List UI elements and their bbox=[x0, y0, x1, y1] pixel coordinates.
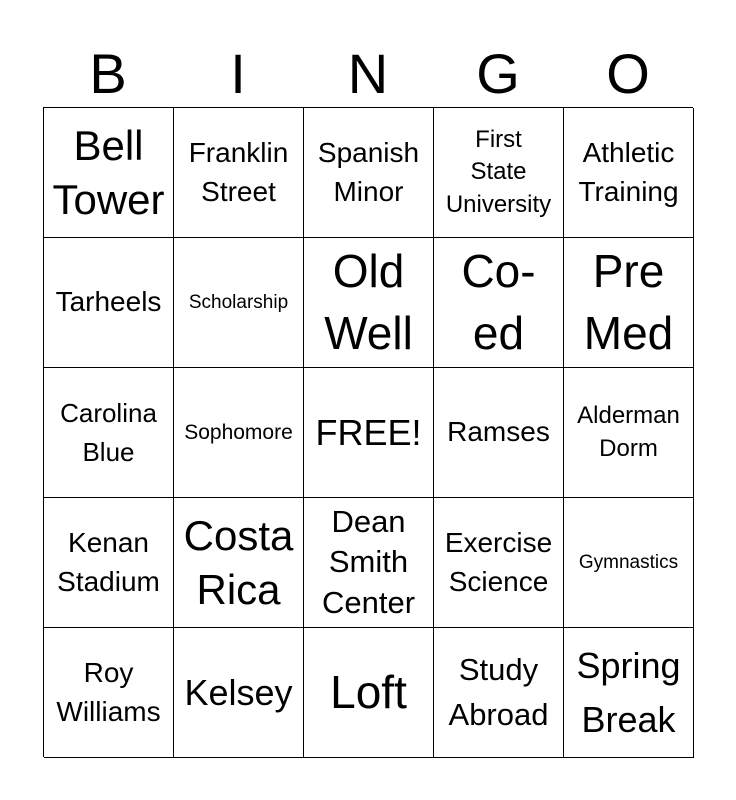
header-letter-b: B bbox=[89, 42, 127, 105]
bingo-header bbox=[43, 42, 693, 106]
bingo-cell[interactable] bbox=[434, 628, 564, 758]
bingo-cell[interactable] bbox=[434, 238, 564, 368]
bingo-cell-label: Alderman Dorm bbox=[577, 402, 680, 462]
bingo-board bbox=[43, 107, 693, 757]
bingo-cell-label: Roy Williams bbox=[56, 656, 161, 727]
bingo-cell-label: Dean Smith Center bbox=[321, 504, 416, 620]
header-letter-n: N bbox=[347, 42, 389, 105]
header-letter-i: I bbox=[230, 42, 246, 105]
header-letter-o: O bbox=[606, 42, 650, 105]
bingo-cell[interactable] bbox=[434, 368, 564, 498]
bingo-cell[interactable] bbox=[174, 108, 304, 238]
bingo-cell-label: First State University bbox=[445, 125, 552, 218]
bingo-cell-label: Sophomore bbox=[184, 420, 293, 444]
bingo-cell[interactable] bbox=[434, 498, 564, 628]
bingo-cell[interactable] bbox=[44, 108, 174, 238]
bingo-cell-label: Bell Tower bbox=[52, 121, 165, 223]
bingo-cell[interactable] bbox=[174, 498, 304, 628]
header-letter-g: G bbox=[476, 42, 520, 105]
bingo-cell[interactable] bbox=[174, 628, 304, 758]
bingo-cell-label: Exercise Science bbox=[444, 526, 553, 597]
bingo-cell[interactable] bbox=[564, 498, 694, 628]
bingo-cell[interactable] bbox=[304, 498, 434, 628]
bingo-cell-label: Franklin Street bbox=[188, 136, 289, 207]
bingo-cell-label: Kelsey bbox=[184, 671, 293, 713]
bingo-cell-label: Spanish Minor bbox=[317, 136, 420, 207]
bingo-cell[interactable] bbox=[174, 238, 304, 368]
bingo-cell-label: Kenan Stadium bbox=[57, 526, 160, 597]
bingo-cell[interactable] bbox=[304, 628, 434, 758]
bingo-cell-label: Tarheels bbox=[55, 286, 162, 318]
bingo-cell[interactable] bbox=[304, 368, 434, 498]
bingo-cell-label: Old Well bbox=[324, 245, 413, 359]
bingo-cell-label: Spring Break bbox=[576, 644, 681, 740]
bingo-cell-label: Loft bbox=[330, 665, 407, 718]
bingo-cell[interactable] bbox=[174, 368, 304, 498]
bingo-cell[interactable] bbox=[44, 238, 174, 368]
bingo-cell[interactable] bbox=[564, 238, 694, 368]
bingo-cell-label: Pre Med bbox=[583, 245, 674, 359]
bingo-cell-label: FREE! bbox=[315, 411, 422, 453]
bingo-cell[interactable] bbox=[434, 108, 564, 238]
bingo-cell-label: Athletic Training bbox=[578, 136, 679, 207]
bingo-cell[interactable] bbox=[44, 498, 174, 628]
bingo-cell-label: Scholarship bbox=[188, 291, 289, 313]
bingo-cell[interactable] bbox=[44, 628, 174, 758]
bingo-cell-label: Carolina Blue bbox=[60, 397, 157, 467]
bingo-cell[interactable] bbox=[44, 368, 174, 498]
bingo-cell[interactable] bbox=[564, 108, 694, 238]
bingo-cell-label: Ramses bbox=[447, 416, 550, 448]
bingo-cell-label: Gymnastics bbox=[578, 551, 679, 573]
bingo-cell-label: Co- ed bbox=[461, 245, 536, 359]
bingo-cell[interactable] bbox=[564, 368, 694, 498]
bingo-cell[interactable] bbox=[304, 238, 434, 368]
bingo-cell-label: Costa Rica bbox=[183, 511, 294, 613]
bingo-cell[interactable] bbox=[564, 628, 694, 758]
bingo-cell-label: Study Abroad bbox=[448, 651, 549, 732]
bingo-cell[interactable] bbox=[304, 108, 434, 238]
